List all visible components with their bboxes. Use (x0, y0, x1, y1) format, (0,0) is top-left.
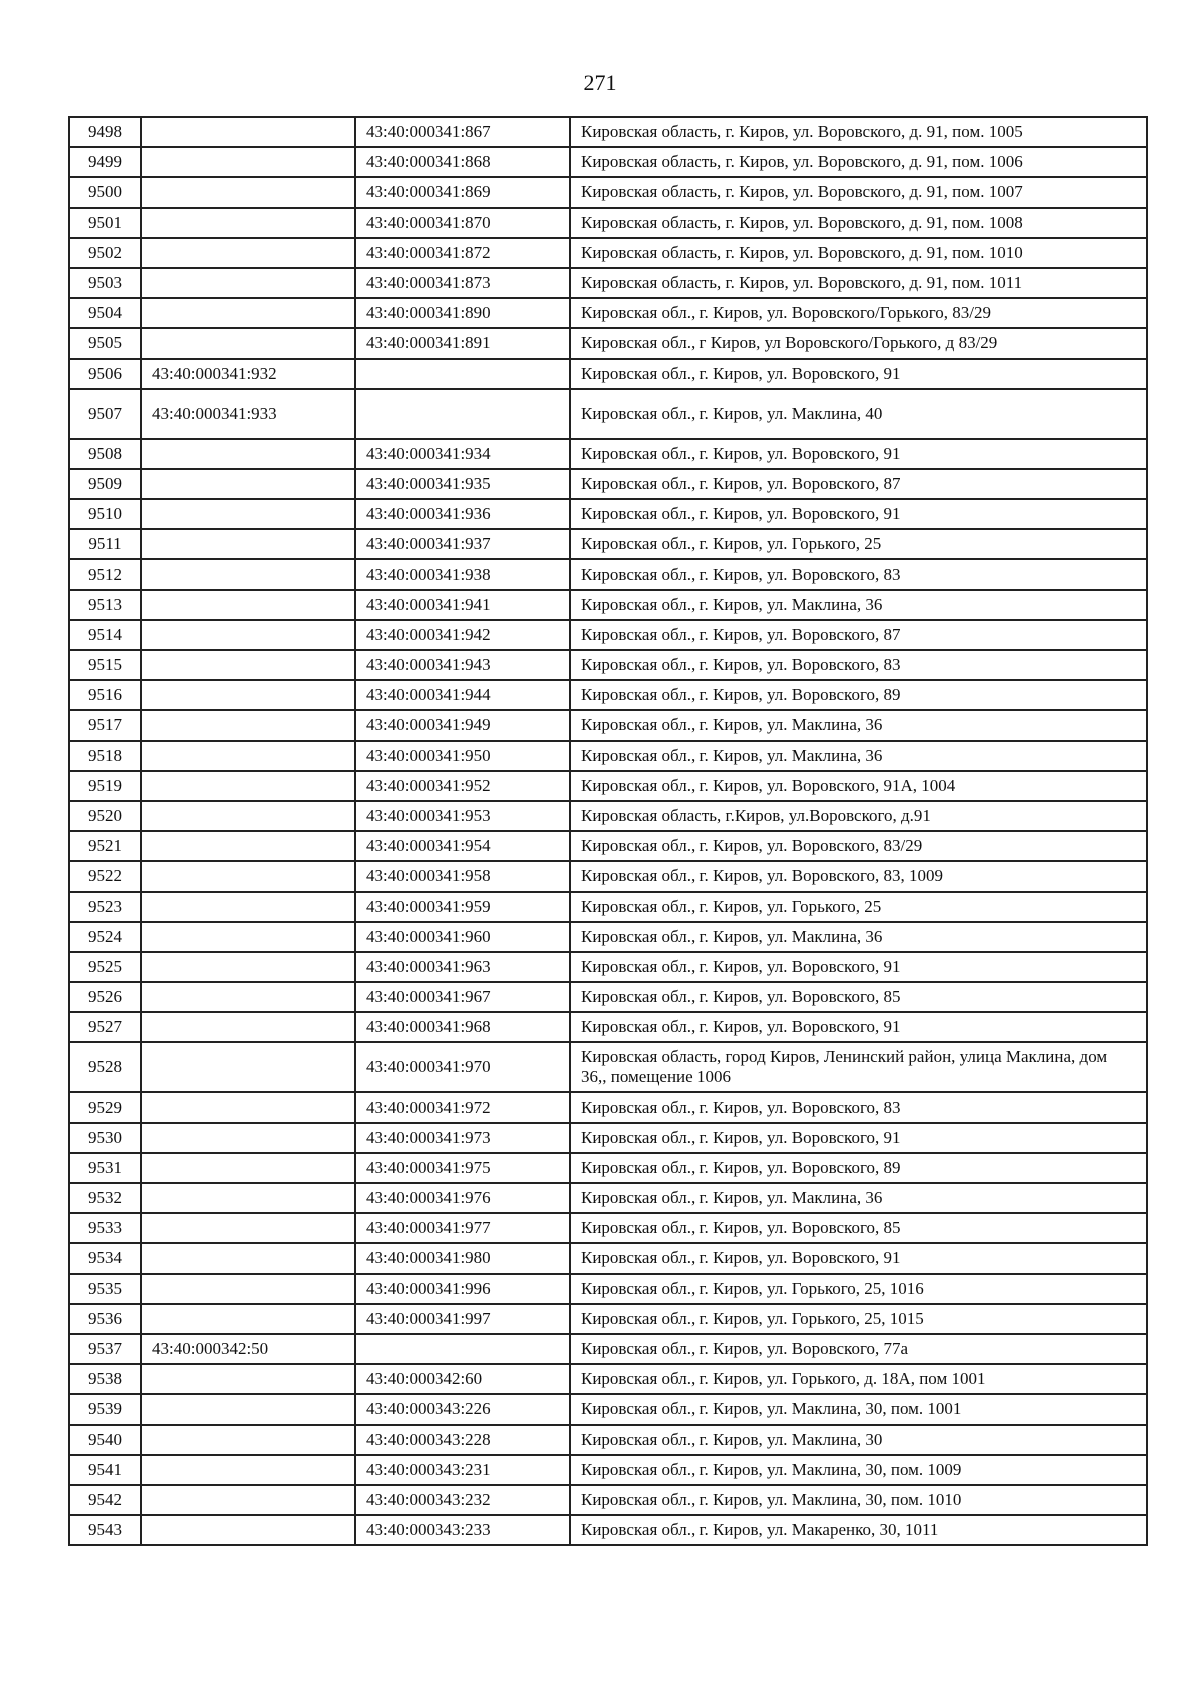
table-row (69, 1042, 1147, 1092)
row-number-cell: 9501 (69, 208, 141, 238)
table-row (69, 439, 1147, 469)
address-cell: Кировская обл., г. Киров, ул. Воровского/Горького, 83/29 (570, 298, 1147, 328)
row-number-cell: 9514 (69, 620, 141, 650)
row-number-cell: 9530 (69, 1123, 141, 1153)
table-row (69, 1455, 1147, 1485)
building-cadastral-number-cell: 43:40:000343:228 (355, 1425, 570, 1455)
table-row (69, 1012, 1147, 1042)
land-cadastral-number-cell (141, 650, 355, 680)
row-number-cell: 9516 (69, 680, 141, 710)
address-cell: Кировская область, г. Киров, ул. Воровского, д. 91, пом. 1005 (570, 117, 1147, 147)
land-cadastral-number-cell (141, 529, 355, 559)
address-cell: Кировская область, г. Киров, ул. Воровского, д. 91, пом. 1010 (570, 238, 1147, 268)
table-row (69, 1153, 1147, 1183)
building-cadastral-number-cell: 43:40:000341:937 (355, 529, 570, 559)
building-cadastral-number-cell: 43:40:000341:980 (355, 1243, 570, 1273)
building-cadastral-number-cell: 43:40:000341:952 (355, 771, 570, 801)
row-number-cell: 9539 (69, 1394, 141, 1424)
land-cadastral-number-cell (141, 922, 355, 952)
land-cadastral-number-cell (141, 1394, 355, 1424)
address-cell: Кировская обл., г. Киров, ул. Маклина, 30, пом. 1010 (570, 1485, 1147, 1515)
table-row (69, 1425, 1147, 1455)
table-row (69, 1274, 1147, 1304)
land-cadastral-number-cell (141, 208, 355, 238)
land-cadastral-number-cell (141, 1092, 355, 1122)
building-cadastral-number-cell: 43:40:000343:233 (355, 1515, 570, 1545)
address-cell: Кировская обл., г. Киров, ул. Маклина, 30 (570, 1425, 1147, 1455)
building-cadastral-number-cell: 43:40:000341:891 (355, 328, 570, 358)
row-number-cell: 9524 (69, 922, 141, 952)
address-cell: Кировская область, г. Киров, ул. Воровского, д. 91, пом. 1008 (570, 208, 1147, 238)
building-cadastral-number-cell: 43:40:000341:873 (355, 268, 570, 298)
address-cell: Кировская обл., г. Киров, ул. Воровского, 89 (570, 680, 1147, 710)
building-cadastral-number-cell: 43:40:000341:959 (355, 892, 570, 922)
row-number-cell: 9521 (69, 831, 141, 861)
land-cadastral-number-cell (141, 1485, 355, 1515)
table-row (69, 922, 1147, 952)
table-row (69, 892, 1147, 922)
table-row (69, 469, 1147, 499)
row-number-cell: 9540 (69, 1425, 141, 1455)
row-number-cell: 9503 (69, 268, 141, 298)
row-number-cell: 9538 (69, 1364, 141, 1394)
land-cadastral-number-cell (141, 439, 355, 469)
address-cell: Кировская обл., г. Киров, ул. Маклина, 36 (570, 922, 1147, 952)
building-cadastral-number-cell: 43:40:000341:868 (355, 147, 570, 177)
table-row (69, 801, 1147, 831)
row-number-cell: 9535 (69, 1274, 141, 1304)
row-number-cell: 9533 (69, 1213, 141, 1243)
table-row (69, 952, 1147, 982)
building-cadastral-number-cell: 43:40:000341:941 (355, 590, 570, 620)
address-cell: Кировская область, г. Киров, ул. Воровского, д. 91, пом. 1011 (570, 268, 1147, 298)
land-cadastral-number-cell (141, 831, 355, 861)
address-cell: Кировская обл., г. Киров, ул. Воровского, 83 (570, 650, 1147, 680)
row-number-cell: 9513 (69, 590, 141, 620)
building-cadastral-number-cell: 43:40:000343:231 (355, 1455, 570, 1485)
row-number-cell: 9526 (69, 982, 141, 1012)
address-cell: Кировская обл., г. Киров, ул. Маклина, 30, пом. 1009 (570, 1455, 1147, 1485)
building-cadastral-number-cell: 43:40:000341:950 (355, 741, 570, 771)
table-row (69, 1515, 1147, 1545)
address-cell: Кировская обл., г. Киров, ул. Воровского, 83, 1009 (570, 861, 1147, 891)
building-cadastral-number-cell: 43:40:000341:958 (355, 861, 570, 891)
table-row (69, 499, 1147, 529)
address-cell: Кировская обл., г. Киров, ул. Маклина, 30, пом. 1001 (570, 1394, 1147, 1424)
address-cell: Кировская обл., г. Киров, ул. Маклина, 36 (570, 710, 1147, 740)
row-number-cell: 9528 (69, 1042, 141, 1092)
table-row (69, 1092, 1147, 1122)
table-row (69, 529, 1147, 559)
table-row (69, 590, 1147, 620)
address-cell: Кировская обл., г. Киров, ул. Макаренко, 30, 1011 (570, 1515, 1147, 1545)
land-cadastral-number-cell: 43:40:000341:933 (141, 389, 355, 439)
building-cadastral-number-cell: 43:40:000341:869 (355, 177, 570, 207)
table-row (69, 982, 1147, 1012)
row-number-cell: 9511 (69, 529, 141, 559)
address-cell: Кировская обл., г. Киров, ул. Воровского, 85 (570, 982, 1147, 1012)
row-number-cell: 9525 (69, 952, 141, 982)
table-row (69, 710, 1147, 740)
table-row (69, 298, 1147, 328)
address-cell: Кировская область, г. Киров, ул. Воровского, д. 91, пом. 1007 (570, 177, 1147, 207)
land-cadastral-number-cell (141, 469, 355, 499)
address-cell: Кировская обл., г. Киров, ул. Воровского, 91 (570, 499, 1147, 529)
building-cadastral-number-cell: 43:40:000341:963 (355, 952, 570, 982)
table-row (69, 117, 1147, 147)
land-cadastral-number-cell (141, 268, 355, 298)
land-cadastral-number-cell (141, 1243, 355, 1273)
table-row (69, 1213, 1147, 1243)
building-cadastral-number-cell: 43:40:000341:976 (355, 1183, 570, 1213)
building-cadastral-number-cell: 43:40:000341:870 (355, 208, 570, 238)
address-cell: Кировская обл., г. Киров, ул. Воровского, 83 (570, 1092, 1147, 1122)
land-cadastral-number-cell (141, 741, 355, 771)
address-cell: Кировская обл., г. Киров, ул. Горького, 25, 1015 (570, 1304, 1147, 1334)
address-cell: Кировская область, г.Киров, ул.Воровского, д.91 (570, 801, 1147, 831)
address-cell: Кировская обл., г. Киров, ул. Горького, д. 18А, пом 1001 (570, 1364, 1147, 1394)
table-row (69, 680, 1147, 710)
row-number-cell: 9543 (69, 1515, 141, 1545)
address-cell: Кировская обл., г. Киров, ул. Маклина, 36 (570, 590, 1147, 620)
building-cadastral-number-cell: 43:40:000341:972 (355, 1092, 570, 1122)
land-cadastral-number-cell (141, 861, 355, 891)
building-cadastral-number-cell: 43:40:000342:60 (355, 1364, 570, 1394)
building-cadastral-number-cell: 43:40:000343:232 (355, 1485, 570, 1515)
building-cadastral-number-cell: 43:40:000341:996 (355, 1274, 570, 1304)
address-cell: Кировская обл., г. Киров, ул. Воровского, 91 (570, 1012, 1147, 1042)
row-number-cell: 9527 (69, 1012, 141, 1042)
building-cadastral-number-cell: 43:40:000341:949 (355, 710, 570, 740)
land-cadastral-number-cell: 43:40:000342:50 (141, 1334, 355, 1364)
address-cell: Кировская обл., г Киров, ул Воровского/Горького, д 83/29 (570, 328, 1147, 358)
land-cadastral-number-cell (141, 328, 355, 358)
row-number-cell: 9500 (69, 177, 141, 207)
table-row (69, 389, 1147, 439)
address-cell: Кировская обл., г. Киров, ул. Воровского, 91 (570, 952, 1147, 982)
land-cadastral-number-cell (141, 1213, 355, 1243)
table-row (69, 771, 1147, 801)
address-cell: Кировская обл., г. Киров, ул. Воровского, 83/29 (570, 831, 1147, 861)
building-cadastral-number-cell: 43:40:000341:970 (355, 1042, 570, 1092)
land-cadastral-number-cell (141, 1304, 355, 1334)
row-number-cell: 9532 (69, 1183, 141, 1213)
table-row (69, 328, 1147, 358)
address-cell: Кировская обл., г. Киров, ул. Горького, 25 (570, 892, 1147, 922)
row-number-cell: 9536 (69, 1304, 141, 1334)
address-cell: Кировская обл., г. Киров, ул. Воровского, 91А, 1004 (570, 771, 1147, 801)
address-cell: Кировская обл., г. Киров, ул. Воровского, 91 (570, 439, 1147, 469)
building-cadastral-number-cell: 43:40:000341:890 (355, 298, 570, 328)
building-cadastral-number-cell: 43:40:000341:936 (355, 499, 570, 529)
table-row (69, 1364, 1147, 1394)
land-cadastral-number-cell (141, 771, 355, 801)
building-cadastral-number-cell: 43:40:000341:938 (355, 559, 570, 589)
building-cadastral-number-cell: 43:40:000341:954 (355, 831, 570, 861)
address-cell: Кировская обл., г. Киров, ул. Маклина, 36 (570, 1183, 1147, 1213)
building-cadastral-number-cell: 43:40:000341:997 (355, 1304, 570, 1334)
land-cadastral-number-cell (141, 1364, 355, 1394)
row-number-cell: 9529 (69, 1092, 141, 1122)
table-row (69, 620, 1147, 650)
address-cell: Кировская обл., г. Киров, ул. Горького, 25, 1016 (570, 1274, 1147, 1304)
row-number-cell: 9508 (69, 439, 141, 469)
table-row (69, 1304, 1147, 1334)
row-number-cell: 9502 (69, 238, 141, 268)
building-cadastral-number-cell: 43:40:000341:967 (355, 982, 570, 1012)
address-cell: Кировская обл., г. Киров, ул. Воровского, 87 (570, 620, 1147, 650)
building-cadastral-number-cell: 43:40:000341:977 (355, 1213, 570, 1243)
table-row (69, 177, 1147, 207)
land-cadastral-number-cell (141, 710, 355, 740)
land-cadastral-number-cell (141, 1425, 355, 1455)
land-cadastral-number-cell (141, 952, 355, 982)
land-cadastral-number-cell (141, 559, 355, 589)
address-cell: Кировская обл., г. Киров, ул. Воровского, 83 (570, 559, 1147, 589)
land-cadastral-number-cell (141, 298, 355, 328)
table-row (69, 861, 1147, 891)
table-row (69, 268, 1147, 298)
building-cadastral-number-cell: 43:40:000341:934 (355, 439, 570, 469)
building-cadastral-number-cell: 43:40:000341:867 (355, 117, 570, 147)
row-number-cell: 9531 (69, 1153, 141, 1183)
address-cell: Кировская обл., г. Киров, ул. Воровского, 91 (570, 1243, 1147, 1273)
row-number-cell: 9512 (69, 559, 141, 589)
row-number-cell: 9498 (69, 117, 141, 147)
table-row (69, 1394, 1147, 1424)
row-number-cell: 9518 (69, 741, 141, 771)
building-cadastral-number-cell (355, 1334, 570, 1364)
address-cell: Кировская обл., г. Киров, ул. Воровского, 91 (570, 359, 1147, 389)
land-cadastral-number-cell (141, 982, 355, 1012)
land-cadastral-number-cell (141, 1183, 355, 1213)
row-number-cell: 9504 (69, 298, 141, 328)
row-number-cell: 9520 (69, 801, 141, 831)
row-number-cell: 9537 (69, 1334, 141, 1364)
land-cadastral-number-cell (141, 1153, 355, 1183)
table-row (69, 1183, 1147, 1213)
land-cadastral-number-cell (141, 1042, 355, 1092)
row-number-cell: 9515 (69, 650, 141, 680)
land-cadastral-number-cell (141, 680, 355, 710)
address-cell: Кировская обл., г. Киров, ул. Воровского, 89 (570, 1153, 1147, 1183)
registry-table (68, 116, 1148, 1546)
land-cadastral-number-cell (141, 1123, 355, 1153)
land-cadastral-number-cell (141, 117, 355, 147)
address-cell: Кировская обл., г. Киров, ул. Маклина, 40 (570, 389, 1147, 439)
row-number-cell: 9509 (69, 469, 141, 499)
row-number-cell: 9519 (69, 771, 141, 801)
land-cadastral-number-cell (141, 238, 355, 268)
row-number-cell: 9510 (69, 499, 141, 529)
land-cadastral-number-cell (141, 177, 355, 207)
row-number-cell: 9517 (69, 710, 141, 740)
building-cadastral-number-cell: 43:40:000341:872 (355, 238, 570, 268)
address-cell: Кировская область, город Киров, Ленинский район, улица Маклина, дом 36,, помещение 1006 (570, 1042, 1147, 1092)
address-cell: Кировская обл., г. Киров, ул. Горького, 25 (570, 529, 1147, 559)
row-number-cell: 9541 (69, 1455, 141, 1485)
building-cadastral-number-cell: 43:40:000341:942 (355, 620, 570, 650)
address-cell: Кировская обл., г. Киров, ул. Воровского, 91 (570, 1123, 1147, 1153)
building-cadastral-number-cell: 43:40:000341:968 (355, 1012, 570, 1042)
table-row (69, 359, 1147, 389)
land-cadastral-number-cell (141, 1274, 355, 1304)
table-row (69, 741, 1147, 771)
address-cell: Кировская обл., г. Киров, ул. Воровского, 87 (570, 469, 1147, 499)
table-row (69, 208, 1147, 238)
table-row (69, 1334, 1147, 1364)
land-cadastral-number-cell: 43:40:000341:932 (141, 359, 355, 389)
land-cadastral-number-cell (141, 147, 355, 177)
row-number-cell: 9507 (69, 389, 141, 439)
building-cadastral-number-cell: 43:40:000341:935 (355, 469, 570, 499)
table-row (69, 1485, 1147, 1515)
building-cadastral-number-cell (355, 389, 570, 439)
address-cell: Кировская область, г. Киров, ул. Воровского, д. 91, пом. 1006 (570, 147, 1147, 177)
row-number-cell: 9522 (69, 861, 141, 891)
building-cadastral-number-cell: 43:40:000341:943 (355, 650, 570, 680)
row-number-cell: 9542 (69, 1485, 141, 1515)
address-cell: Кировская обл., г. Киров, ул. Воровского, 85 (570, 1213, 1147, 1243)
address-cell: Кировская обл., г. Киров, ул. Воровского, 77а (570, 1334, 1147, 1364)
building-cadastral-number-cell: 43:40:000341:973 (355, 1123, 570, 1153)
land-cadastral-number-cell (141, 1455, 355, 1485)
row-number-cell: 9523 (69, 892, 141, 922)
row-number-cell: 9505 (69, 328, 141, 358)
table-row (69, 147, 1147, 177)
table-row (69, 650, 1147, 680)
land-cadastral-number-cell (141, 499, 355, 529)
land-cadastral-number-cell (141, 590, 355, 620)
building-cadastral-number-cell: 43:40:000341:953 (355, 801, 570, 831)
building-cadastral-number-cell (355, 359, 570, 389)
building-cadastral-number-cell: 43:40:000341:975 (355, 1153, 570, 1183)
address-cell: Кировская обл., г. Киров, ул. Маклина, 36 (570, 741, 1147, 771)
building-cadastral-number-cell: 43:40:000341:944 (355, 680, 570, 710)
table-row (69, 831, 1147, 861)
page-number: 271 (583, 70, 617, 95)
table-row (69, 238, 1147, 268)
table-row (69, 559, 1147, 589)
building-cadastral-number-cell: 43:40:000343:226 (355, 1394, 570, 1424)
land-cadastral-number-cell (141, 620, 355, 650)
land-cadastral-number-cell (141, 1012, 355, 1042)
land-cadastral-number-cell (141, 892, 355, 922)
row-number-cell: 9506 (69, 359, 141, 389)
land-cadastral-number-cell (141, 1515, 355, 1545)
land-cadastral-number-cell (141, 801, 355, 831)
table-row (69, 1243, 1147, 1273)
building-cadastral-number-cell: 43:40:000341:960 (355, 922, 570, 952)
row-number-cell: 9499 (69, 147, 141, 177)
row-number-cell: 9534 (69, 1243, 141, 1273)
table-row (69, 1123, 1147, 1153)
